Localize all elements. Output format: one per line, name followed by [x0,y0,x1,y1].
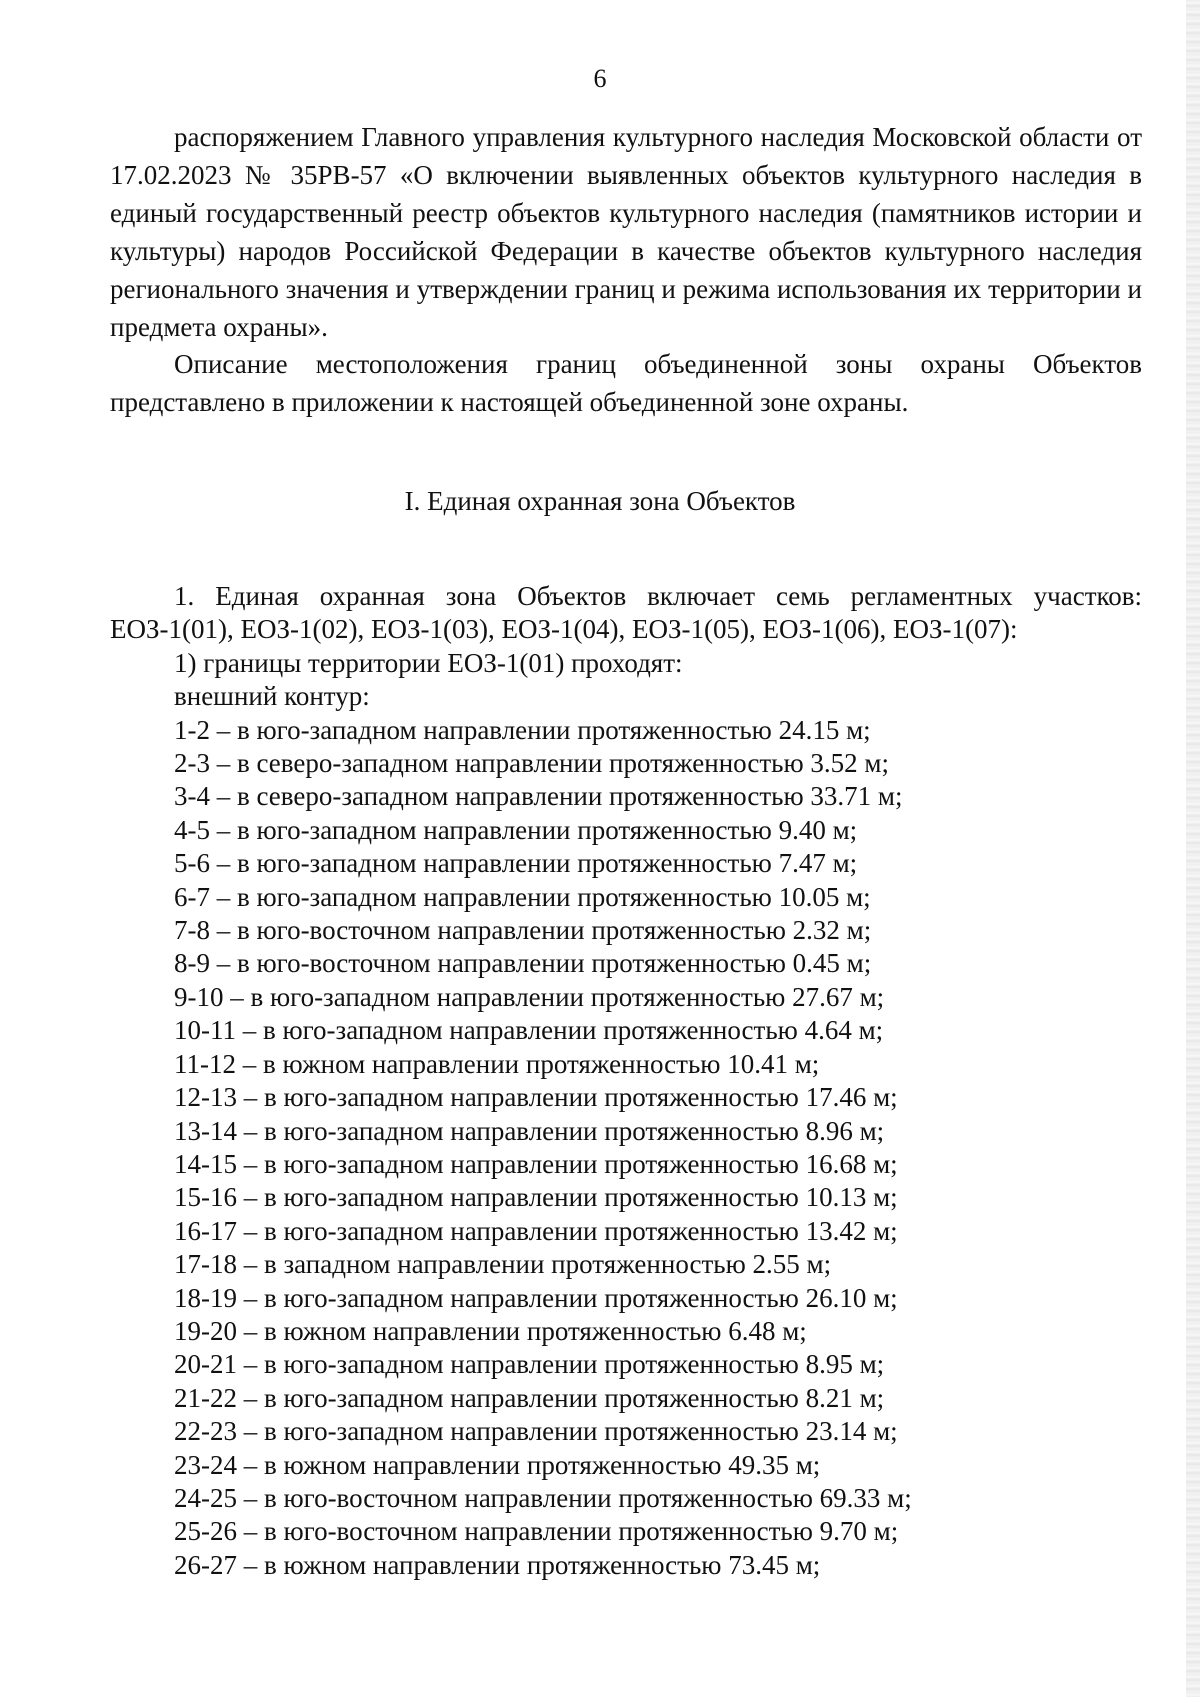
section-heading: I. Единая охранная зона Объектов [404,486,796,516]
boundary-segment: 20-21 – в юго-западном направлении протяженностью 8.95 м; [174,1349,885,1380]
boundaries-line: 1) границы территории ЕОЗ-1(01) проходят: [174,647,683,678]
paragraph-order-reference [110,118,1142,346]
paragraph-text: распоряжением Главного управления культурного наследия Московской области от 17.02.2023 № 35РВ-57 «О включении выявленных объектов культурного наследия в единый государственный реестр объектов культурного наследия (памятников истории и культуры) народов Российской Федерации в качестве объектов культурного наследия регионального значения и утверждении границ и режима использования их территории и предмета охраны». [110,122,1142,342]
boundary-segment: 26-27 – в южном направлении протяженностью 73.45 м; [174,1549,821,1580]
boundary-segment: 24-25 – в юго-восточном направлении протяженностью 69.33 м; [174,1482,912,1513]
boundary-segment: 19-20 – в южном направлении протяженностью 6.48 м; [174,1315,807,1346]
boundary-segment: 8-9 – в юго-восточном направлении протяженностью 0.45 м; [174,948,872,979]
boundary-segment: 6-7 – в юго-западном направлении протяженностью 10.05 м; [174,881,871,912]
zone-intro: 1. Единая охранная зона Объектов включает семь регламентных участков: ЕОЗ-1(01), ЕОЗ-1(02), ЕОЗ-1(03), ЕОЗ-1(04), ЕОЗ-1(05), ЕОЗ-1(06), ЕОЗ-1(07): [110,581,1142,645]
boundary-segment: 1-2 – в юго-западном направлении протяженностью 24.15 м; [174,714,871,745]
boundary-segment: 15-16 – в юго-западном направлении протяженностью 10.13 м; [174,1182,898,1213]
boundary-segment: 3-4 – в северо-западном направлении протяженностью 33.71 м; [174,781,903,812]
boundary-segment: 18-19 – в юго-западном направлении протяженностью 26.10 м; [174,1282,898,1313]
boundary-segment: 2-3 – в северо-западном направлении протяженностью 3.52 м; [174,748,889,779]
zone-description [110,580,1142,1582]
boundary-segment: 11-12 – в южном направлении протяженностью 10.41 м; [174,1048,820,1079]
scan-edge [1186,0,1200,1697]
boundary-segment: 17-18 – в западном направлении протяженностью 2.55 м; [174,1249,832,1280]
boundary-segment: 7-8 – в юго-восточном направлении протяженностью 2.32 м; [174,915,872,946]
boundary-segment: 12-13 – в юго-западном направлении протяженностью 17.46 м; [174,1082,898,1113]
boundary-segment: 5-6 – в юго-западном направлении протяженностью 7.47 м; [174,848,858,879]
boundary-segment: 9-10 – в юго-западном направлении протяженностью 27.67 м; [174,981,885,1012]
boundary-segment: 21-22 – в юго-западном направлении протяженностью 8.21 м; [174,1382,885,1413]
boundary-segment: 13-14 – в юго-западном направлении протяженностью 8.96 м; [174,1115,885,1146]
paragraph-boundary-description [110,345,1142,421]
contour-label: внешний контур: [174,681,370,712]
boundary-segment: 25-26 – в юго-восточном направлении протяженностью 9.70 м; [174,1516,899,1547]
boundary-segment: 14-15 – в юго-западном направлении протяженностью 16.68 м; [174,1148,898,1179]
paragraph-text: Описание местоположения границ объединенной зоны охраны Объектов представлено в приложении к настоящей объединенной зоне охраны. [110,349,1142,417]
boundary-segment: 10-11 – в юго-западном направлении протяженностью 4.64 м; [174,1015,884,1046]
boundary-segment: 22-23 – в юго-западном направлении протяженностью 23.14 м; [174,1416,898,1447]
boundary-segment: 16-17 – в юго-западном направлении протяженностью 13.42 м; [174,1215,898,1246]
boundary-segment: 4-5 – в юго-западном направлении протяженностью 9.40 м; [174,814,858,845]
page-number: 6 [593,64,607,93]
boundary-segment: 23-24 – в южном направлении протяженностью 49.35 м; [174,1449,821,1480]
